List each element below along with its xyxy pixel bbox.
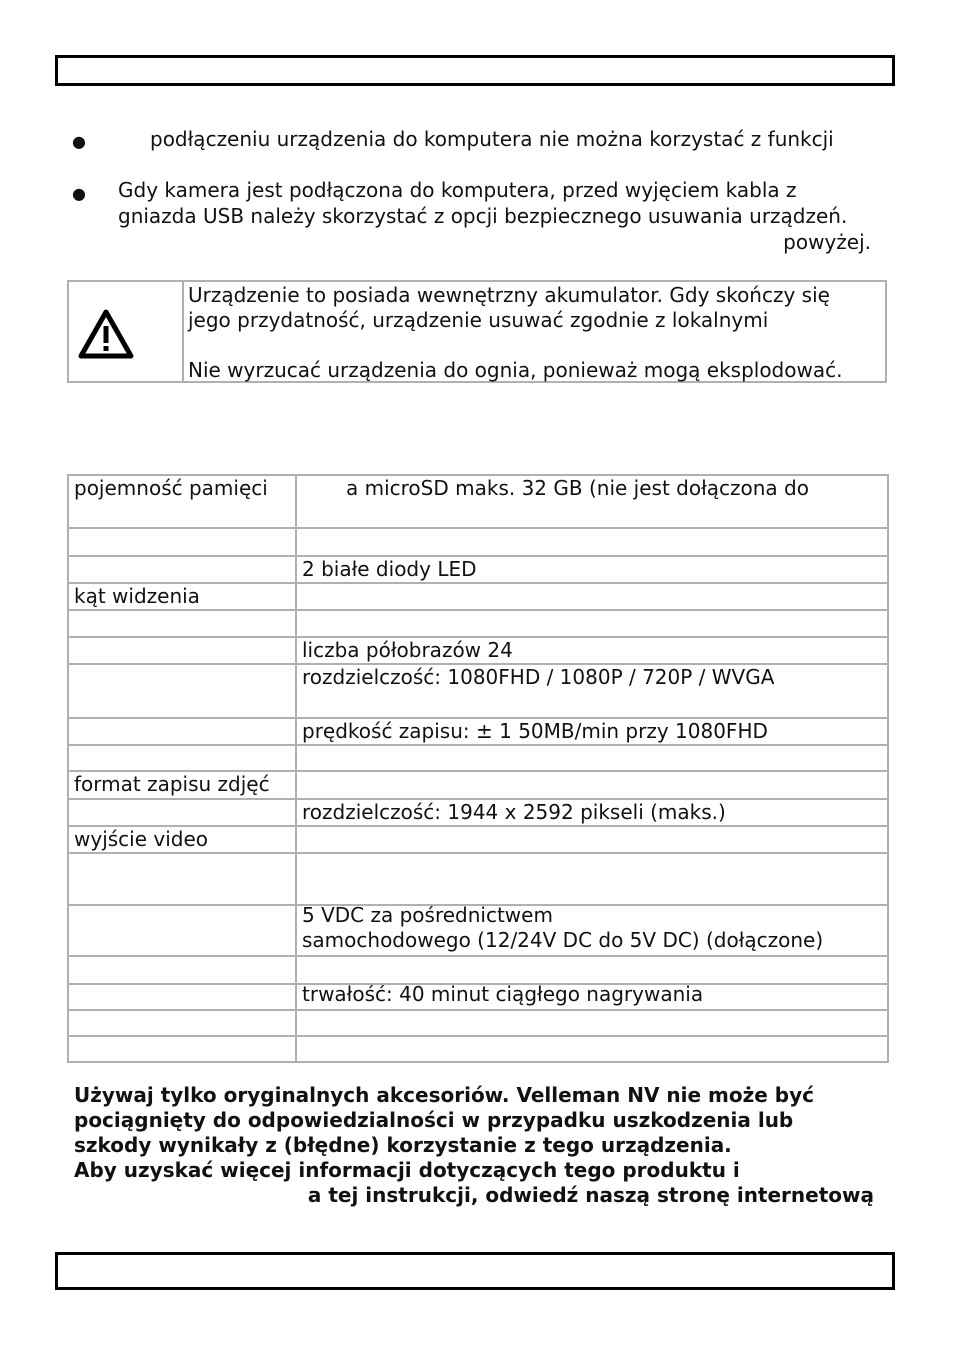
- spec-value: [296, 583, 888, 610]
- bullet-2-line-1: Gdy kamera jest podłączona do komputera, przed wyjęciem kabla z: [118, 178, 797, 202]
- bullet-text-1: [150, 126, 834, 152]
- spec-label: [68, 556, 296, 583]
- table-row: [68, 1036, 888, 1062]
- spec-label: [68, 1036, 296, 1062]
- spec-label: [68, 745, 296, 771]
- spec-value: [296, 853, 888, 905]
- note-line-3: szkody wynikały z (błędne) korzystanie z tego urządzenia.: [74, 1133, 732, 1157]
- table-row: [68, 826, 888, 853]
- bullet-2-line-3: powyżej.: [783, 230, 871, 254]
- table-row: [68, 583, 888, 610]
- table-row: [68, 984, 888, 1010]
- spec-value: prędkość zapisu: ± 1 50MB/min przy 1080FHD: [296, 718, 888, 745]
- spec-value: [296, 826, 888, 853]
- table-row: [68, 610, 888, 637]
- spec-value: [296, 771, 888, 799]
- spec-value: [296, 610, 888, 637]
- spec-label: [68, 984, 296, 1010]
- spec-value: 2 białe diody LED: [296, 556, 888, 583]
- note-line-1: Używaj tylko oryginalnych akcesoriów. Velleman NV nie może być: [74, 1083, 814, 1107]
- bullet-marker: ●: [72, 132, 86, 151]
- bullet-2-line-2: gniazda USB należy skorzystać z opcji bezpiecznego usuwania urządzeń.: [118, 204, 848, 228]
- spec-value: [296, 905, 888, 956]
- spec-label: [68, 1010, 296, 1036]
- note-line-4: Aby uzyskać więcej informacji dotyczących tego produktu i: [74, 1158, 740, 1182]
- spec-value: rozdzielczość: 1944 x 2592 pikseli (maks.): [296, 799, 888, 826]
- spec-label: [68, 799, 296, 826]
- warning-text-cell: [184, 282, 885, 381]
- warning-box: [67, 280, 887, 383]
- spec-value: [296, 1010, 888, 1036]
- bullet-marker: ●: [72, 184, 86, 203]
- warning-icon-cell: [69, 282, 184, 381]
- warning-line-3: Nie wyrzucać urządzenia do ognia, ponieważ mogą eksplodować.: [188, 358, 843, 382]
- spec-label: [68, 664, 296, 718]
- spec-label: [68, 637, 296, 664]
- spec-label: [68, 853, 296, 905]
- note-line-2: pociągnięty do odpowiedzialności w przypadku uszkodzenia lub: [74, 1108, 794, 1132]
- warning-line-1: Urządzenie to posiada wewnętrzny akumulator. Gdy skończy się: [188, 283, 830, 307]
- spec-value: [296, 745, 888, 771]
- warning-triangle-icon: [78, 309, 134, 359]
- spec-label: [68, 610, 296, 637]
- bullet-text-2: [118, 177, 883, 255]
- spec-value-line-2: samochodowego (12/24V DC do 5V DC) (dołączone): [302, 928, 824, 952]
- spec-label: [68, 956, 296, 984]
- table-row: [68, 745, 888, 771]
- spec-label: [68, 905, 296, 956]
- spec-label: [68, 528, 296, 556]
- spec-value-line-1: 5 VDC za pośrednictwem: [302, 905, 553, 927]
- table-row: [68, 664, 888, 718]
- spec-value: [296, 1036, 888, 1062]
- spec-value: [296, 984, 888, 1010]
- spec-label: pojemność pamięci: [68, 475, 296, 528]
- spec-table: [67, 474, 889, 1063]
- spec-value: [296, 528, 888, 556]
- table-row: [68, 556, 888, 583]
- table-row: [68, 905, 888, 956]
- note-line-5: a tej instrukcji, odwiedź naszą stronę internetową: [307, 1183, 874, 1207]
- table-row: [68, 771, 888, 799]
- spec-value: [296, 956, 888, 984]
- spec-value: rozdzielczość: 1080FHD / 1080P / 720P / WVGA: [296, 664, 888, 718]
- bullet-1-line-1: podłączeniu urządzenia do komputera nie można korzystać z funkcji: [150, 127, 834, 151]
- spec-label: [68, 718, 296, 745]
- spec-label: kąt widzenia: [68, 583, 296, 610]
- spec-value: [296, 475, 888, 528]
- disclaimer-note: [74, 1083, 874, 1208]
- footer-frame: [55, 1252, 895, 1290]
- spec-label: wyjście video: [68, 826, 296, 853]
- spec-label: format zapisu zdjęć: [68, 771, 296, 799]
- spec-value-text: a microSD maks. 32 GB (nie jest dołączona do: [346, 476, 809, 500]
- table-row: [68, 637, 888, 664]
- table-row: [68, 718, 888, 745]
- spec-value-text: trwałość: 40 minut ciągłego nagrywania: [302, 984, 704, 1006]
- spec-value: liczba półobrazów 24: [296, 637, 888, 664]
- table-row: [68, 956, 888, 984]
- table-row: [68, 528, 888, 556]
- table-row: [68, 799, 888, 826]
- table-row: [68, 475, 888, 528]
- warning-line-2: jego przydatność, urządzenie usuwać zgodnie z lokalnymi: [188, 308, 769, 332]
- header-frame: [55, 55, 895, 86]
- table-row: [68, 1010, 888, 1036]
- table-row: [68, 853, 888, 905]
